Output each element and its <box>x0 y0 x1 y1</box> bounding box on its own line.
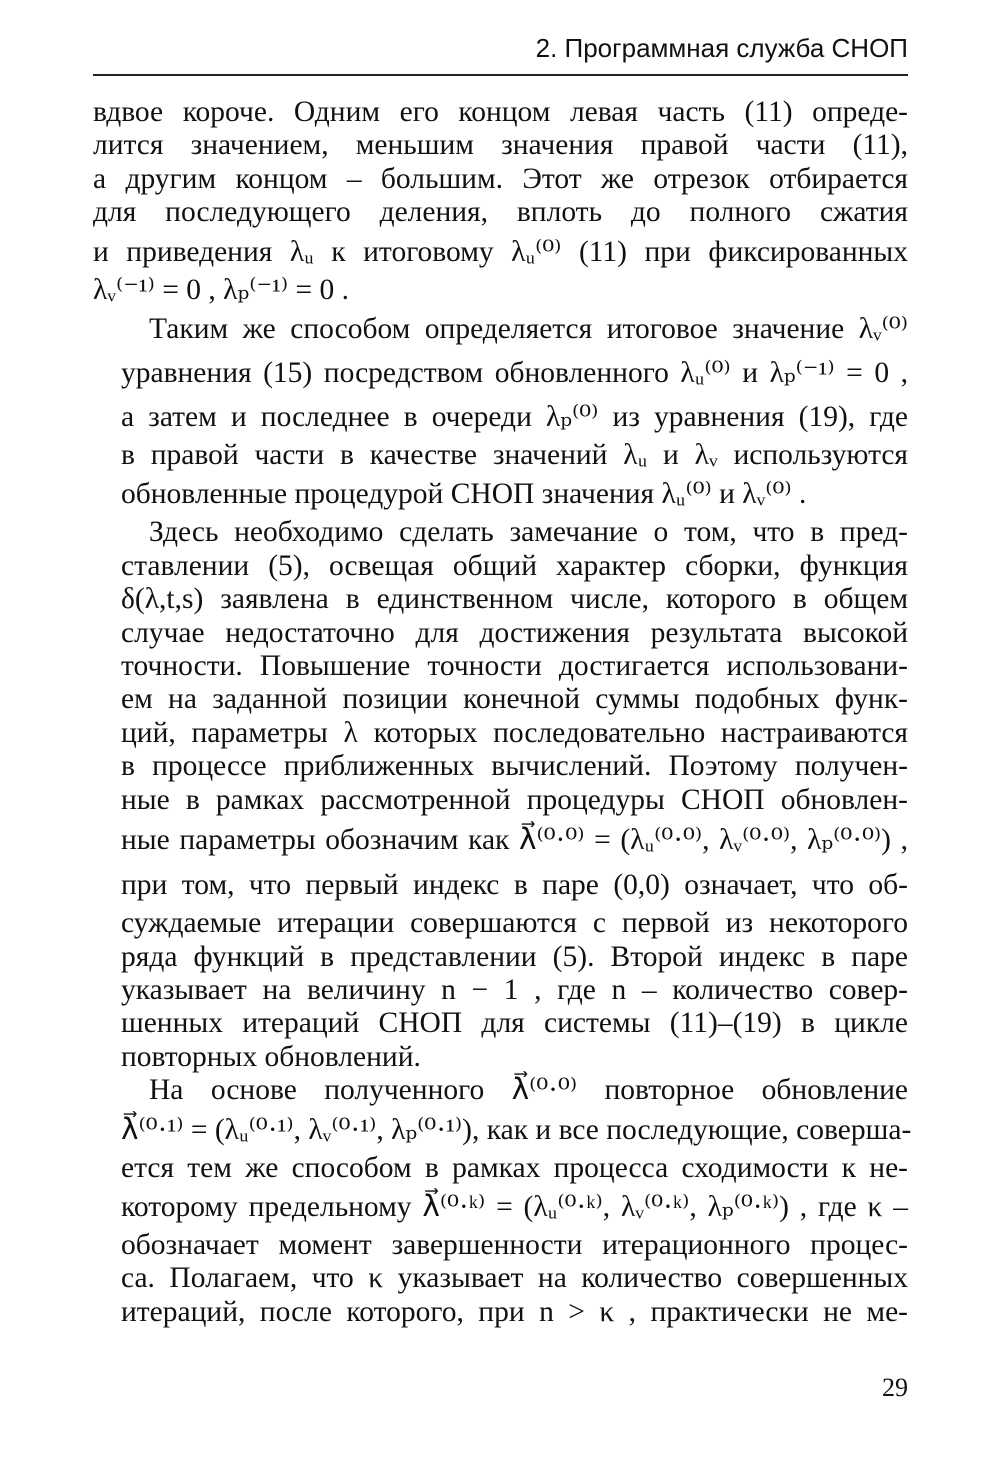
text-line: а другим концом – большим. Этот же отрезок отбирается <box>93 162 908 195</box>
running-head: 2. Программная служба СНОП <box>535 33 908 63</box>
text-line: λ⃗⁽⁰·¹⁾ = (λᵤ⁽⁰·¹⁾, λᵥ⁽⁰·¹⁾, λₚ⁽⁰·¹⁾), как и все последующие, соверша- <box>121 1113 912 1146</box>
text-line: λᵥ⁽⁻¹⁾ = 0 , λₚ⁽⁻¹⁾ = 0 . <box>93 273 350 306</box>
text-line: ется тем же способом в рамках процесса сходимости к не- <box>121 1151 908 1184</box>
paragraph <box>93 1074 912 1329</box>
paragraph <box>93 516 908 1074</box>
text-line: вдвое короче. Одним его концом левая часть (11) опреде- <box>93 96 908 128</box>
text-line: обозначает момент завершенности итерационного процес- <box>121 1228 908 1261</box>
text-line: ставлении (5), освещая общий характер сборки, функция <box>121 549 908 582</box>
text-line: в процессе приближенных вычислений. Поэтому получен- <box>121 750 908 783</box>
text-line: обновленные процедурой СНОП значения λᵤ⁽⁰⁾ и λᵥ⁽⁰⁾ . <box>121 478 807 511</box>
text-line: На основе полученного λ⃗⁽⁰·⁰⁾ повторное обновление <box>149 1074 908 1107</box>
text-line: Таким же способом определяется итоговое значение λᵥ⁽⁰⁾ <box>149 313 908 346</box>
text-line: при том, что первый индекс в паре (0,0) означает, что об- <box>121 869 908 902</box>
text-line: точности. Повышение точности достигается использовани- <box>121 650 908 683</box>
text-line: лится значением, меньшим значения правой части (11), <box>93 129 908 162</box>
text-line: случае недостаточно для достижения результата высокой <box>121 616 908 649</box>
text-line: ные в рамках рассмотренной процедуры СНОП обновлен- <box>121 783 908 816</box>
text-line: Здесь необходимо сделать замечание о том, что в пред- <box>149 516 908 549</box>
text-line: и приведения λᵤ к итоговому λᵤ⁽⁰⁾ (11) при фиксированных <box>93 235 908 268</box>
paragraph <box>93 307 908 516</box>
text-line: ные параметры обозначим как λ⃗⁽⁰·⁰⁾ = (λᵤ⁽⁰·⁰⁾, λᵥ⁽⁰·⁰⁾, λₚ⁽⁰·⁰⁾) , <box>121 824 908 857</box>
text-line: итераций, после которого, при n > κ , практически не ме- <box>121 1295 908 1328</box>
text-line: ряда функций в представлении (5). Второй индекс в паре <box>121 940 908 973</box>
text-line: которому предельному λ⃗⁽⁰·ᵏ⁾ = (λᵤ⁽⁰·ᵏ⁾, λᵥ⁽⁰·ᵏ⁾, λₚ⁽⁰·ᵏ⁾) , где κ – <box>121 1190 908 1223</box>
text-line: для последующего деления, вплоть до полного сжатия <box>93 196 908 229</box>
paragraph <box>93 96 908 307</box>
text-line: повторных обновлений. <box>121 1040 421 1073</box>
text-line: δ(λ,t,s) заявлена в единственном числе, которого в общем <box>121 583 908 616</box>
page-number: 29 <box>882 1373 908 1402</box>
text-line: указывает на величину n − 1 , где n – количество совер- <box>121 973 908 1006</box>
text-line: суждаемые итерации совершаются с первой из некоторого <box>121 907 908 940</box>
text-line: ем на заданной позиции конечной суммы подобных функ- <box>121 683 908 716</box>
text-line: шенных итераций СНОП для системы (11)–(19) в цикле <box>121 1007 908 1040</box>
text-line: а затем и последнее в очереди λₚ⁽⁰⁾ из уравнения (19), где <box>121 401 908 434</box>
body-text <box>93 96 912 1329</box>
text-line: в правой части в качестве значений λᵤ и λᵥ используются <box>121 439 908 472</box>
text-line: уравнения (15) посредством обновленного λᵤ⁽⁰⁾ и λₚ⁽⁻¹⁾ = 0 , <box>121 357 908 390</box>
text-line: са. Полагаем, что κ указывает на количество совершенных <box>121 1262 908 1295</box>
text-line: ций, параметры λ которых последовательно настраиваются <box>121 716 908 749</box>
header-rule <box>93 74 908 76</box>
